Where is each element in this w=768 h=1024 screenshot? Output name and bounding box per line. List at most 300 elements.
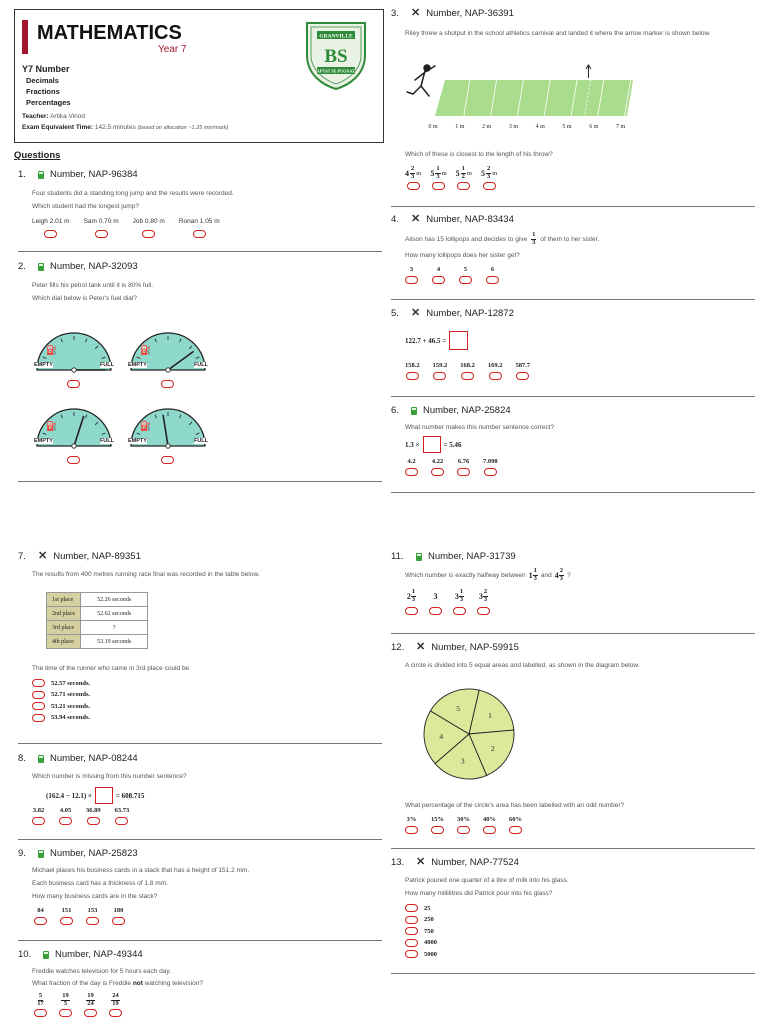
option-label: 3% (406, 816, 417, 823)
question-text: Michael places his business cards in a stack that has a height of 151.2 mm. (32, 867, 250, 874)
answer-option[interactable] (109, 993, 122, 1017)
mixed-whole: 3 (454, 591, 459, 601)
denominator: 3 (411, 172, 415, 180)
option-label: Sam 0.70 m (83, 218, 119, 225)
answer-option[interactable] (59, 993, 72, 1017)
exam-note: (based on allocation ~1.25 min/mark) (137, 125, 229, 131)
answer-bubble[interactable] (405, 468, 418, 476)
unit: m (441, 169, 447, 177)
numerator: 5 (38, 992, 43, 999)
answer-option[interactable] (405, 458, 418, 476)
page-title: MATHEMATICS (37, 22, 182, 44)
table-row (47, 607, 148, 621)
answer-option[interactable] (84, 993, 97, 1017)
divider (18, 481, 382, 482)
option-label: Ronan 1.05 m (178, 218, 220, 225)
question-code: Number, NAP-25823 (50, 848, 138, 859)
answer-option[interactable] (431, 816, 444, 834)
question-code: Number, NAP-25824 (423, 405, 511, 416)
option-label: 4.2 (407, 458, 416, 465)
denominator: 3 (533, 574, 537, 582)
calculator-icon (38, 850, 44, 858)
answer-bubble[interactable] (59, 1009, 72, 1017)
divider (391, 206, 755, 207)
unit: m (416, 169, 422, 177)
answer-option[interactable] (133, 218, 165, 238)
thrower-figure (407, 65, 435, 96)
axis-tick-label: 1 m (455, 124, 465, 130)
question-7 (18, 551, 378, 725)
question-code: Number, NAP-36391 (426, 8, 514, 19)
option-label: 169.2 (487, 362, 503, 369)
answer-options (405, 458, 761, 476)
answer-option[interactable] (456, 166, 472, 190)
answer-option[interactable] (457, 816, 470, 834)
dial-labels (128, 362, 208, 368)
no-calculator-icon: ✕ (38, 550, 48, 562)
table-cell: 53.19 seconds (81, 635, 148, 649)
answer-bubble[interactable] (457, 826, 470, 834)
axis-tick-label: 5 m (562, 124, 572, 130)
table-cell: 4th place (47, 635, 81, 649)
crest-top-text: GRANVILLE (319, 33, 353, 40)
answer-option[interactable] (32, 807, 45, 825)
answer-bubble[interactable] (405, 916, 418, 924)
mixed-whole: 4 (405, 168, 409, 178)
question-text: A circle is divided into 5 equal areas and labelled, as shown in the diagram below. (405, 662, 640, 669)
answer-option[interactable] (405, 588, 418, 615)
answer-bubble[interactable] (44, 230, 57, 238)
question-5 (391, 308, 761, 380)
question-11 (391, 551, 761, 615)
answer-bubble[interactable] (87, 817, 100, 825)
question-prompt: How many business cards are in the stack? (32, 893, 158, 900)
calculator-icon (38, 171, 44, 179)
fuel-pump-icon: ⛽ (46, 421, 58, 431)
question-12-lower (405, 802, 765, 834)
question-number: 2. (18, 261, 26, 272)
accent-bar (22, 20, 28, 54)
answer-bubble[interactable] (193, 230, 206, 238)
denominator: 2 (461, 172, 465, 180)
answer-option[interactable] (477, 588, 490, 615)
answer-option[interactable] (32, 691, 378, 699)
denominator: 17 (37, 999, 44, 1007)
numerator: 24 (112, 992, 119, 999)
teacher-name: Artika Vinod (50, 113, 86, 120)
divider (18, 839, 382, 840)
questions-heading: Questions (14, 150, 61, 161)
question-3-lower (405, 151, 765, 190)
answer-bubble[interactable] (67, 456, 80, 464)
question-prompt: How many millilitres did Patrick pour into his glass? (405, 890, 553, 897)
question-number: 10. (18, 949, 32, 960)
table-cell: 2nd place (47, 607, 81, 621)
answer-bubble[interactable] (405, 276, 418, 284)
table-cell: 3rd place (47, 621, 81, 635)
answer-option[interactable] (433, 362, 448, 380)
question-text: The results from 400 metres running race final was recorded in the table below. (32, 571, 260, 578)
full-label: FULL (193, 438, 208, 444)
answer-option[interactable] (483, 816, 496, 834)
answer-bubble[interactable] (405, 904, 418, 912)
answer-option[interactable] (112, 907, 125, 925)
option-label: 36.89 (86, 807, 101, 814)
answer-option[interactable] (32, 714, 378, 722)
denominator: 19 (112, 999, 119, 1007)
answer-options (405, 904, 761, 958)
question-number: 12. (391, 642, 405, 653)
fuel-pump-icon: ⛽ (140, 345, 152, 355)
answer-bubble[interactable] (461, 372, 474, 380)
axis-tick-label: 0 m (428, 124, 438, 130)
answer-bubble[interactable] (432, 276, 445, 284)
axis-tick-label: 2 m (482, 124, 492, 130)
fuel-pump-icon: ⛽ (140, 421, 152, 431)
option-label: 6.76 (457, 458, 470, 465)
answer-option[interactable] (86, 907, 99, 925)
question-code: Number, NAP-32093 (50, 261, 138, 272)
topic-decimals: Decimals (26, 76, 59, 85)
option-label: 151 (61, 907, 72, 914)
answer-option[interactable] (453, 588, 466, 615)
dial-labels (34, 438, 114, 444)
question-prompt: The time of the runner who came in 3rd place could be (32, 665, 190, 672)
answer-options (34, 993, 378, 1017)
question-code: Number, NAP-77524 (431, 857, 519, 868)
answer-bubble[interactable] (405, 950, 418, 958)
answer-option[interactable] (34, 993, 47, 1017)
option-label: 750 (424, 927, 434, 935)
axis-tick-label: 6 m (589, 124, 599, 130)
answer-bubble[interactable] (431, 826, 444, 834)
question-text (405, 232, 761, 246)
option-label: 153 (87, 907, 98, 914)
answer-bubble[interactable] (34, 917, 47, 925)
answer-bubble[interactable] (489, 372, 502, 380)
answer-bubble[interactable] (406, 372, 419, 380)
answer-bubble[interactable] (67, 380, 80, 388)
equation-right: = 608.715 (115, 791, 145, 800)
answer-option[interactable] (115, 807, 130, 825)
answer-bubble[interactable] (32, 691, 45, 699)
question-12 (391, 642, 761, 669)
text-part: Alison has 15 lollipops and decides to give (405, 235, 528, 243)
axis-tick-label: 7 m (616, 124, 626, 130)
answer-bubble[interactable] (32, 679, 45, 687)
crest-letters: BS (324, 46, 348, 67)
text-part: of them to her sister. (540, 235, 600, 243)
denominator: 24 (87, 999, 94, 1007)
mixed-whole: 5 (455, 168, 460, 178)
calculator-icon (411, 407, 417, 415)
table-row (47, 621, 148, 635)
answer-option[interactable] (405, 816, 418, 834)
exam-line (22, 124, 228, 131)
answer-option[interactable] (432, 266, 445, 284)
question-text: Freddie watches television for 5 hours each day. (32, 968, 171, 975)
option-label: 15% (431, 816, 444, 823)
answer-options (405, 816, 765, 834)
question-number: 7. (18, 551, 26, 562)
text-emphasis: not (132, 980, 143, 987)
answer-bubble[interactable] (142, 230, 155, 238)
answer-bubble[interactable] (407, 182, 420, 190)
answer-bubble[interactable] (431, 468, 444, 476)
answer-bubble[interactable] (84, 1009, 97, 1017)
answer-option[interactable] (32, 679, 378, 687)
answer-bubble[interactable] (405, 927, 418, 935)
answer-bubble[interactable] (60, 917, 73, 925)
option-label: 159.2 (432, 362, 448, 369)
answer-option[interactable] (59, 807, 72, 825)
answer-option[interactable] (486, 266, 499, 284)
sector-label: 5 (456, 703, 460, 713)
option-label: Job 0.80 m (132, 218, 165, 225)
answer-bubble[interactable] (32, 702, 45, 710)
answer-bubble[interactable] (486, 276, 499, 284)
mixed-whole: 1 (528, 570, 533, 580)
answer-bubble[interactable] (477, 607, 490, 615)
answer-bubble[interactable] (457, 468, 470, 476)
answer-option[interactable] (405, 266, 418, 284)
answer-bubble[interactable] (516, 372, 529, 380)
question-prompt: Which of these is closest to the length of his throw? (405, 151, 553, 158)
answer-option[interactable] (405, 166, 421, 190)
answer-box[interactable] (423, 436, 441, 453)
question-code: Number, NAP-31739 (428, 551, 516, 562)
question-text: Peter fills his petrol tank until it is 80% full. (32, 282, 154, 289)
question-prompt (32, 980, 378, 987)
question-code: Number, NAP-08244 (50, 753, 138, 764)
answer-option[interactable] (32, 218, 70, 238)
answer-option[interactable] (34, 907, 47, 925)
numerator: 1 (436, 165, 440, 172)
answer-bubble[interactable] (509, 826, 522, 834)
equation (405, 331, 761, 350)
answer-option[interactable] (405, 927, 761, 935)
answer-box[interactable] (95, 787, 113, 804)
sector-label: 3 (460, 756, 465, 766)
answer-option[interactable] (460, 362, 475, 380)
answer-bubble[interactable] (86, 917, 99, 925)
question-8 (18, 753, 378, 825)
question-number: 13. (391, 857, 405, 868)
question-text: Which number is missing from this number sentence? (32, 773, 187, 780)
answer-bubble[interactable] (483, 826, 496, 834)
axis-tick-label: 4 m (535, 124, 545, 130)
option-label: 180 (113, 907, 124, 914)
option-label: 3 (409, 266, 414, 273)
question-number: 6. (391, 405, 399, 416)
divider (391, 396, 755, 397)
answer-bubble[interactable] (433, 372, 446, 380)
question-number: 8. (18, 753, 26, 764)
answer-bubble[interactable] (405, 939, 418, 947)
answer-option[interactable] (488, 362, 503, 380)
answer-bubble[interactable] (429, 607, 442, 615)
header-box (14, 9, 384, 143)
answer-bubble[interactable] (112, 917, 125, 925)
no-calculator-icon: ✕ (416, 856, 426, 868)
question-1 (18, 169, 378, 238)
answer-bubble[interactable] (484, 468, 497, 476)
denominator: 5 (63, 999, 68, 1007)
answer-option[interactable] (431, 458, 444, 476)
numerator: 19 (87, 992, 94, 999)
dial-labels (128, 438, 208, 444)
arrow-marker-icon (586, 65, 591, 78)
answer-bubble[interactable] (459, 276, 472, 284)
answer-option[interactable] (405, 362, 420, 380)
mixed-whole: 5 (430, 168, 435, 178)
answer-option[interactable] (405, 904, 761, 912)
answer-option[interactable] (516, 362, 531, 380)
question-4 (391, 214, 761, 284)
answer-bubble[interactable] (59, 817, 72, 825)
numerator: 1 (461, 165, 465, 172)
option-label: 3.82 (32, 807, 45, 814)
denominator: 3 (559, 574, 564, 582)
answer-option[interactable] (429, 588, 442, 615)
answer-option[interactable] (405, 939, 761, 947)
results-table (46, 592, 148, 649)
answer-option[interactable] (481, 166, 497, 190)
divider (18, 940, 382, 941)
answer-bubble[interactable] (34, 1009, 47, 1017)
numerator: 2 (483, 588, 488, 595)
pie-diagram (421, 686, 517, 782)
answer-option[interactable] (509, 816, 522, 834)
answer-bubble[interactable] (405, 607, 418, 615)
answer-bubble[interactable] (95, 230, 108, 238)
option-label: 40% (483, 816, 496, 823)
question-code: Number, NAP-96384 (50, 169, 138, 180)
question-code: Number, NAP-12872 (426, 308, 514, 319)
option-label: 587.7 (515, 362, 531, 369)
option-label: 84 (37, 907, 44, 914)
divider (18, 251, 382, 252)
question-2 (18, 261, 378, 302)
question-text: Four students did a standing long jump and the results were recorded. (32, 190, 234, 197)
answer-option[interactable] (459, 266, 472, 284)
answer-bubble[interactable] (161, 456, 174, 464)
denominator: 3 (436, 172, 440, 180)
fuel-pump-icon: ⛽ (46, 345, 58, 355)
mixed-whole: 4 (554, 570, 559, 580)
question-text (405, 568, 761, 582)
fuel-dial-2 (128, 320, 208, 392)
answer-bubble[interactable] (457, 182, 470, 190)
numerator: 19 (62, 992, 69, 999)
answer-bubble[interactable] (483, 182, 496, 190)
denominator: 3 (411, 595, 416, 603)
option-label: Leigh 2.01 m (32, 218, 70, 225)
mixed-whole: 3 (433, 591, 438, 601)
answer-option[interactable] (32, 702, 378, 710)
question-text: What number makes this number sentence correct? (405, 424, 555, 431)
answer-bubble[interactable] (432, 182, 445, 190)
option-label: 4000 (424, 939, 437, 946)
answer-option[interactable] (84, 218, 119, 238)
question-code: Number, NAP-59915 (431, 642, 519, 653)
answer-option[interactable] (483, 458, 498, 476)
unit: m (492, 169, 498, 177)
empty-label: EMPTY (128, 438, 147, 444)
option-label: 25 (424, 904, 431, 912)
question-text: Patrick poured one quarter of a litre of milk into his glass. (405, 877, 569, 884)
option-label: 6 (490, 266, 495, 273)
answer-bubble[interactable] (453, 607, 466, 615)
no-calculator-icon: ✕ (411, 213, 421, 225)
mixed-whole: 2 (406, 591, 411, 601)
answer-option[interactable] (430, 166, 446, 190)
fuel-dial-4 (128, 396, 208, 468)
fuel-dial-1 (34, 320, 114, 392)
text-part: ? (567, 571, 571, 579)
answer-option[interactable] (405, 950, 761, 958)
answer-options (405, 166, 765, 190)
exam-time: 142.5 minutes (94, 124, 136, 131)
calculator-icon (38, 263, 44, 271)
answer-option[interactable] (405, 916, 761, 924)
table-row (47, 635, 148, 649)
answer-bubble[interactable] (115, 817, 128, 825)
answer-option[interactable] (179, 218, 220, 238)
option-label: 4 (436, 266, 441, 273)
answer-options (32, 218, 378, 238)
empty-label: EMPTY (34, 362, 53, 368)
numerator: 1 (459, 588, 464, 595)
answer-bubble[interactable] (32, 817, 45, 825)
option-label: 4.05 (59, 807, 72, 814)
calculator-icon (38, 755, 44, 763)
sector-label: 1 (488, 711, 492, 721)
calculator-icon (416, 553, 422, 561)
empty-label: EMPTY (34, 438, 53, 444)
answer-bubble[interactable] (161, 380, 174, 388)
shotput-field (405, 60, 635, 132)
answer-bubble[interactable] (405, 826, 418, 834)
full-label: FULL (99, 438, 114, 444)
question-number: 9. (18, 848, 26, 859)
answer-bubble[interactable] (109, 1009, 122, 1017)
option-label: 30% (457, 816, 470, 823)
answer-option[interactable] (60, 907, 73, 925)
question-10 (18, 949, 378, 1017)
answer-option[interactable] (457, 458, 470, 476)
divider (391, 973, 755, 974)
axis-tick-label: 3 m (508, 124, 518, 130)
option-label: 158.2 (405, 362, 420, 369)
equation (405, 436, 761, 453)
question-number: 3. (391, 8, 399, 19)
answer-box[interactable] (449, 331, 468, 350)
empty-label: EMPTY (128, 362, 147, 368)
answer-option[interactable] (86, 807, 101, 825)
option-label: 53.21 seconds. (51, 702, 91, 710)
text-part: watching television? (144, 980, 203, 987)
unit: m (466, 169, 472, 177)
option-label: 52.71 seconds. (51, 691, 91, 698)
question-code: Number, NAP-89351 (53, 551, 141, 562)
school-crest (305, 21, 367, 91)
no-calculator-icon: ✕ (411, 7, 421, 19)
question-prompt: Which dial below is Peter's fuel dial? (32, 295, 137, 302)
full-label: FULL (193, 362, 208, 368)
fraction (531, 232, 536, 246)
answer-bubble[interactable] (32, 714, 45, 722)
